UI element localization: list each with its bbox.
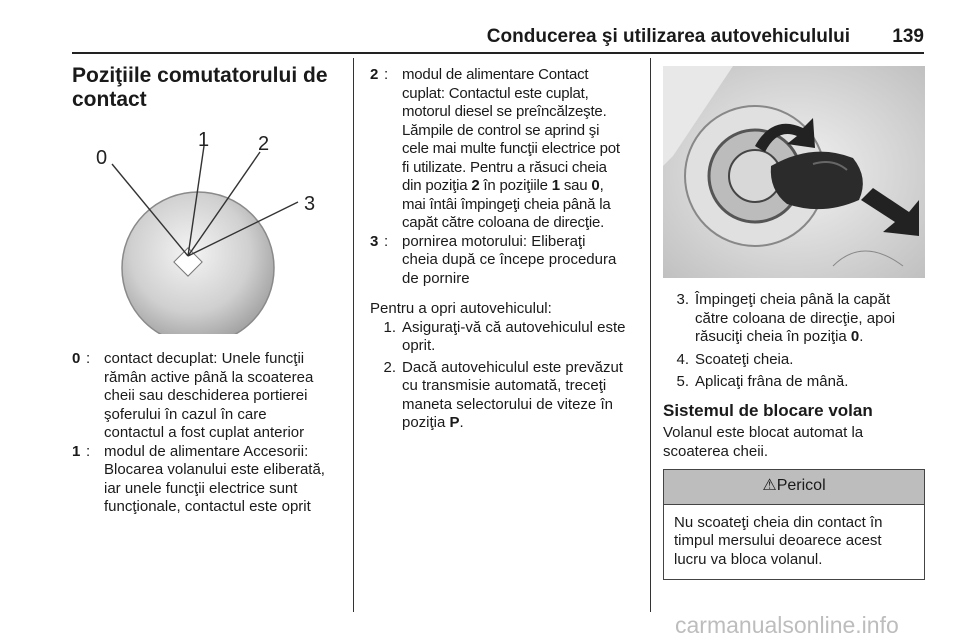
steering-lock-text: Volanul este blocat automat la scoaterea cheii. <box>663 424 864 460</box>
column-divider <box>353 58 354 612</box>
diagram-label-2: 2 <box>258 133 270 155</box>
diagram-label-3: 3 <box>304 193 316 215</box>
key-ignition-photo <box>663 66 925 278</box>
warning-box <box>663 469 925 580</box>
column-1 <box>72 64 342 112</box>
definition-item: 0 : contact decuplat: Unele funcţii rămân active până la scoaterea cheii sau deschiderea portierei şoferului în cazul în care contactul a fost cuplat anterior <box>72 350 314 441</box>
watermark: carmanualsonline.info <box>675 612 899 638</box>
definition-item: 2 : modul de alimentare Contact cuplat: Contactul este cuplat, motorul diesel se preîncălzeşte. Lămpile de control se aprind şi cele mai multe funcţii electrice pot fi utilizate. Pentru a răsuci cheia din poziţia 2 în poziţiile 1 sau 0, mai întâi împingeţi cheia până la capăt către coloana de direcţie. <box>370 66 620 231</box>
list-item: 1. Asiguraţi-vă că autovehiculul este oprit. <box>383 318 626 354</box>
header-title: Conducerea şi utilizarea autovehiculului <box>486 26 850 47</box>
list-item: 5. Aplicaţi frâna de mână. <box>676 373 849 390</box>
stop-vehicle-intro: Pentru a opri autovehiculul: <box>370 300 552 317</box>
warning-triangle-icon: ⚠ <box>762 477 777 494</box>
page-number: 139 <box>892 26 924 47</box>
ignition-diagram <box>90 124 340 334</box>
warning-body: Nu scoateţi cheia din contact în timpul mersului deoarece acest lucru va bloca volanul. <box>674 513 883 568</box>
section-heading-ignition: Poziţiile comutatorului de contact <box>72 64 328 111</box>
list-item: 4. Scoateţi cheia. <box>676 350 794 368</box>
definitions-col1 <box>72 350 347 517</box>
warning-header: ⚠Pericol <box>664 470 924 505</box>
header-rule <box>72 52 924 54</box>
list-item: 3. Împingeţi cheia până la capăt către coloana de direcţie, apoi răsuciţi cheia în poziţia 0. <box>676 291 896 345</box>
column-3 <box>663 291 925 580</box>
key-fob <box>771 152 863 210</box>
definition-item: 3 : pornirea motorului: Eliberaţi cheia după ce începe procedura de pornire <box>370 232 617 287</box>
diagram-label-1: 1 <box>198 129 210 151</box>
stop-steps-list-cont <box>663 291 925 392</box>
stop-steps-list <box>370 319 638 433</box>
section-heading-steering-lock: Sistemul de blocare volan <box>663 400 873 420</box>
column-divider <box>650 58 651 612</box>
diagram-label-0: 0 <box>96 147 108 169</box>
list-item: 2. Dacă autovehiculul este prevăzut cu transmisie automată, treceţi maneta selectorului de viteze în poziţia P. <box>383 358 623 431</box>
column-2 <box>370 66 638 433</box>
definition-item: 1 : modul de alimentare Accesorii: Blocarea volanului este eliberată, iar unele funcţii electrice sunt funcţionale, contactul este oprit <box>72 442 325 515</box>
